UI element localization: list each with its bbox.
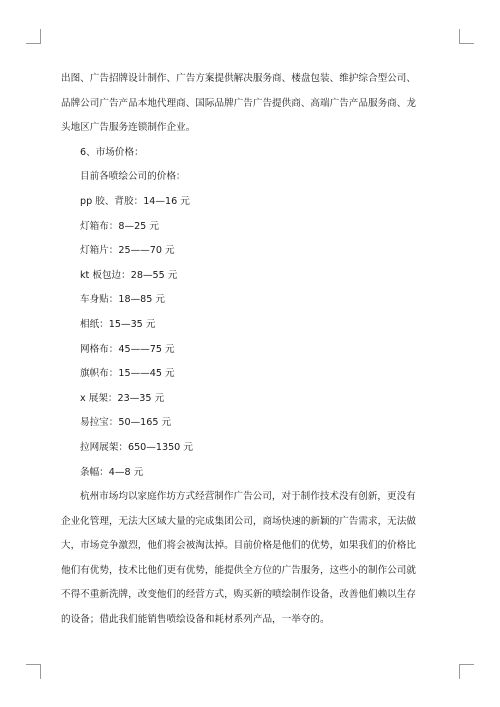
closing-paragraph xyxy=(61,485,439,633)
section-subheading: 目前各喷绘公司的价格： xyxy=(80,171,186,183)
paragraph-line: 的设备；借此我们能销售喷绘设备和耗材系列产品，一举夺的。 xyxy=(61,614,330,626)
paragraph-line: 头地区广告服务连锁制作企业。 xyxy=(61,122,196,134)
corner-mark-bottom-right xyxy=(459,664,474,679)
price-item: 拉网展架：650—1350 元 xyxy=(80,441,193,453)
price-item: 车身贴：18—85 元 xyxy=(80,294,166,306)
corner-mark-top-left xyxy=(26,29,41,44)
paragraph-line: 不得不重新洗牌，改变他们的经营方式，购买新的喷绘制作设备，改善他们赖以生存 xyxy=(61,589,416,601)
document-body xyxy=(61,67,439,633)
corner-mark-top-right xyxy=(459,29,474,44)
price-list xyxy=(61,190,439,485)
price-item: 易拉宝：50—165 元 xyxy=(80,417,172,429)
price-item: 旗帜布：15——45 元 xyxy=(80,368,175,380)
price-item: pp 胶、背胶：14—16 元 xyxy=(80,195,190,207)
paragraph-line: 杭州市场均以家庭作坊方式经营制作广告公司，对于制作技术没有创新，更没有 xyxy=(80,491,416,503)
price-item: kt 板包边：28—55 元 xyxy=(80,269,178,281)
paragraph-line: 他们有优势，技术比他们更有优势，能提供全方位的广告服务，这些小的制作公司就 xyxy=(61,564,416,576)
paragraph-line: 企业化管理，无法大区域大量的完成集团公司，商场快速的新颖的广告需求，无法做 xyxy=(61,515,416,527)
price-item: 网格布：45——75 元 xyxy=(80,343,175,355)
paragraph-line: 大，市场竞争激烈，他们将会被淘汰掉。目前价格是他们的优势，如果我们的价格比 xyxy=(61,540,416,552)
intro-paragraph xyxy=(61,67,439,141)
price-item: x 展架：23—35 元 xyxy=(80,392,165,404)
section-heading: 6、市场价格： xyxy=(80,146,144,158)
price-item: 灯箱布：8—25 元 xyxy=(80,220,159,232)
price-item: 条幅：4—8 元 xyxy=(80,466,144,478)
price-item: 相纸：15—35 元 xyxy=(80,318,156,330)
price-item: 灯箱片：25——70 元 xyxy=(80,245,175,257)
paragraph-line: 品牌公司广告产品本地代理商、国际品牌广告广告提供商、高端广告产品服务商、龙 xyxy=(61,97,416,109)
corner-mark-bottom-left xyxy=(26,664,41,679)
paragraph-line: 出图、广告招牌设计制作、广告方案提供解决服务商、楼盘包装、维护综合型公司、 xyxy=(61,73,416,84)
